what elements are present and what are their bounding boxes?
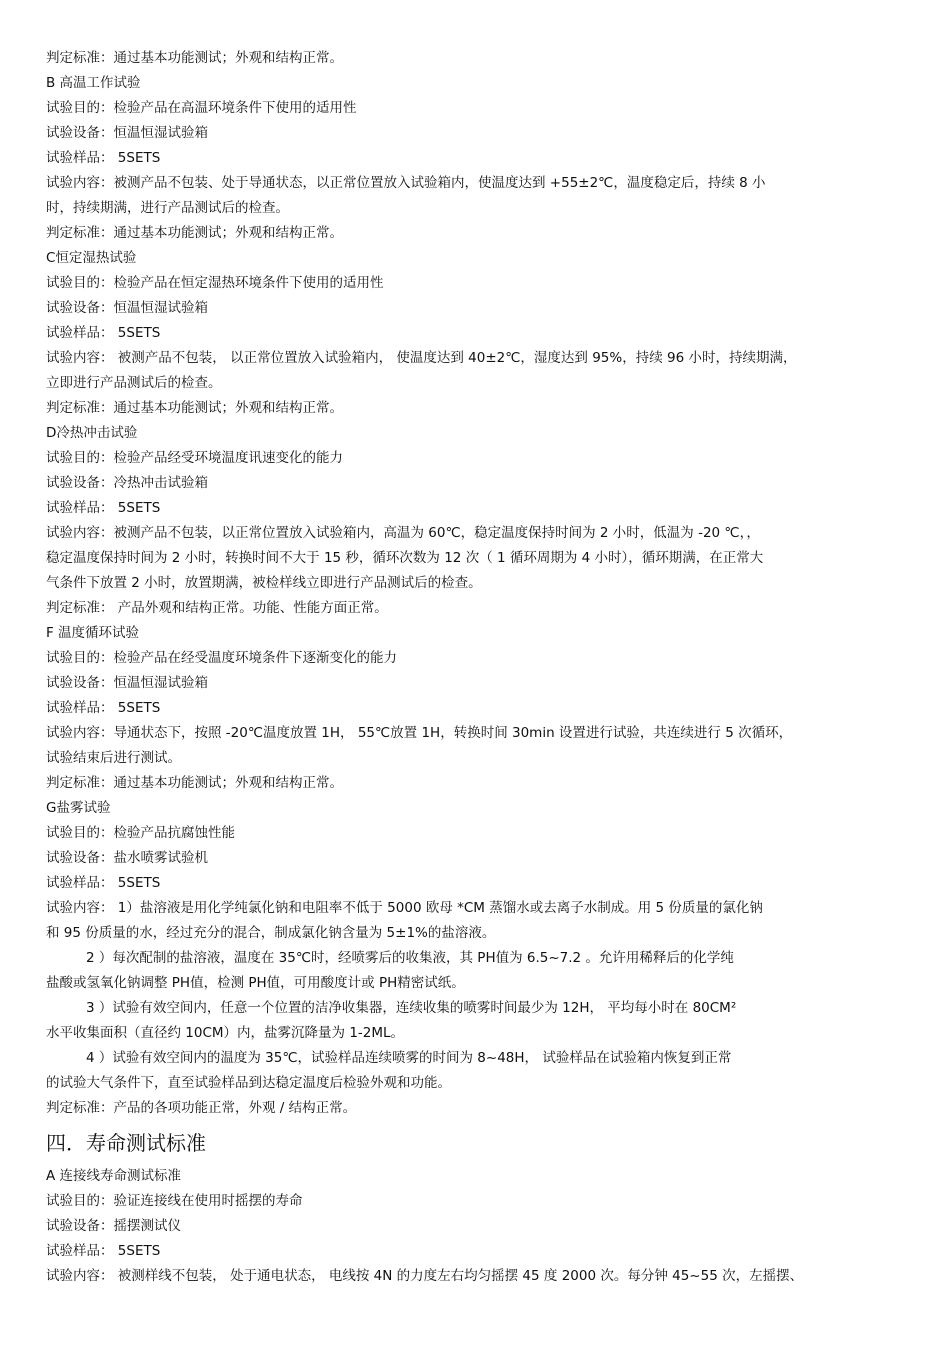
text-line: 试验结束后进行测试。 [46,750,181,766]
text-line: 试验目的：检验产品在恒定湿热环境条件下使用的适用性 [46,275,384,291]
text-line: 试验内容： 被测产品不包装， 以正常位置放入试验箱内， 使温度达到 40±2℃，湿度达到 95%，持续 96 小时，持续期满， [46,350,797,366]
text-line: 水平收集面积（直径约 10CM）内，盐雾沉降量为 1-2ML。 [46,1025,405,1041]
text-line: 判定标准：通过基本功能测试；外观和结构正常。 [46,400,343,416]
text-line: 试验内容：导通状态下，按照 -20℃温度放置 1H， 55℃放置 1H，转换时间 30min 设置进行试验，共连续进行 5 次循环， [46,725,793,741]
text-line: 试验样品： 5SETS [46,150,161,166]
text-line: 判定标准：通过基本功能测试；外观和结构正常。 [46,50,343,66]
text-line: 试验目的：检验产品在经受温度环境条件下逐渐变化的能力 [46,650,397,666]
text-line: 判定标准：通过基本功能测试；外观和结构正常。 [46,225,343,241]
section-heading: 四．寿命测试标准 [46,1131,206,1155]
text-line: 试验样品： 5SETS [46,1243,161,1259]
text-line: 判定标准：通过基本功能测试；外观和结构正常。 [46,775,343,791]
text-line: 的试验大气条件下，直至试验样品到达稳定温度后检验外观和功能。 [46,1075,451,1091]
text-line: 试验内容： 被测样线不包装， 处于通电状态， 电线按 4N 的力度左右均匀摇摆 45 度 2000 次。每分钟 45~55 次，左摇摆、 [46,1268,804,1284]
text-line: 试验设备：恒温恒湿试验箱 [46,675,208,691]
text-line: 时，持续期满，进行产品测试后的检查。 [46,200,289,216]
document-page [46,46,908,1289]
text-line: 立即进行产品测试后的检查。 [46,375,222,391]
text-line: 试验内容： 1）盐溶液是用化学纯氯化钠和电阻率不低于 5000 欧母 *CM 蒸馏水或去离子水制成。用 5 份质量的氯化钠 [46,900,763,916]
text-line: 试验设备：盐水喷雾试验机 [46,850,208,866]
text-line: 试验样品： 5SETS [46,875,161,891]
text-line: 试验目的：检验产品经受环境温度讯速变化的能力 [46,450,343,466]
text-line: 试验目的：检验产品抗腐蚀性能 [46,825,235,841]
text-line: 试验内容：被测产品不包装、处于导通状态，以正常位置放入试验箱内，使温度达到 +55±2℃，温度稳定后，持续 8 小 [46,175,766,191]
text-line: 判定标准：产品的各项功能正常，外观 / 结构正常。 [46,1100,357,1116]
text-line: 试验样品： 5SETS [46,325,161,341]
text-line: 试验设备：摇摆测试仪 [46,1218,181,1234]
text-line: F 温度循环试验 [46,625,140,641]
text-line: 4 ）试验有效空间内的温度为 35℃，试验样品连续喷雾的时间为 8~48H， 试验样品在试验箱内恢复到正常 [86,1050,732,1066]
section-environment-tests [46,46,908,1121]
text-line: 试验设备：冷热冲击试验箱 [46,475,208,491]
text-line: 试验内容：被测产品不包装，以正常位置放入试验箱内，高温为 60℃，稳定温度保持时间为 2 小时，低温为 -20 ℃，， [46,525,760,541]
text-line: 试验目的：验证连接线在使用时摇摆的寿命 [46,1193,303,1209]
section-life-tests [46,1164,908,1289]
text-line: 试验设备：恒温恒湿试验箱 [46,125,208,141]
text-line: 试验设备：恒温恒湿试验箱 [46,300,208,316]
text-line: 判定标准： 产品外观和结构正常。功能、性能方面正常。 [46,600,388,616]
text-line: 气条件下放置 2 小时，放置期满，被检样线立即进行产品测试后的检查。 [46,575,482,591]
text-line: 试验目的：检验产品在高温环境条件下使用的适用性 [46,100,357,116]
text-line: 稳定温度保持时间为 2 小时，转换时间不大于 15 秒，循环次数为 12 次（ 1 循环周期为 4 小时），循环期满，在正常大 [46,550,764,566]
text-line: B 高温工作试验 [46,75,141,91]
text-line: D冷热冲击试验 [46,425,138,441]
text-line: G盐雾试验 [46,800,111,816]
text-line: 2 ）每次配制的盐溶液，温度在 35℃时，经喷雾后的收集液，其 PH值为 6.5~7.2 。允许用稀释后的化学纯 [86,950,734,966]
text-line: 盐酸或氢氧化钠调整 PH值，检测 PH值，可用酸度计或 PH精密试纸。 [46,975,465,991]
text-line: C恒定湿热试验 [46,250,137,266]
text-line: 3 ）试验有效空间内，任意一个位置的洁净收集器，连续收集的喷雾时间最少为 12H， 平均每小时在 80CM² [86,1000,737,1016]
text-line: 试验样品： 5SETS [46,700,161,716]
text-line: 试验样品： 5SETS [46,500,161,516]
text-line: 和 95 份质量的水，经过充分的混合，制成氯化钠含量为 5±1%的盐溶液。 [46,925,496,941]
text-line: A 连接线寿命测试标准 [46,1168,182,1184]
